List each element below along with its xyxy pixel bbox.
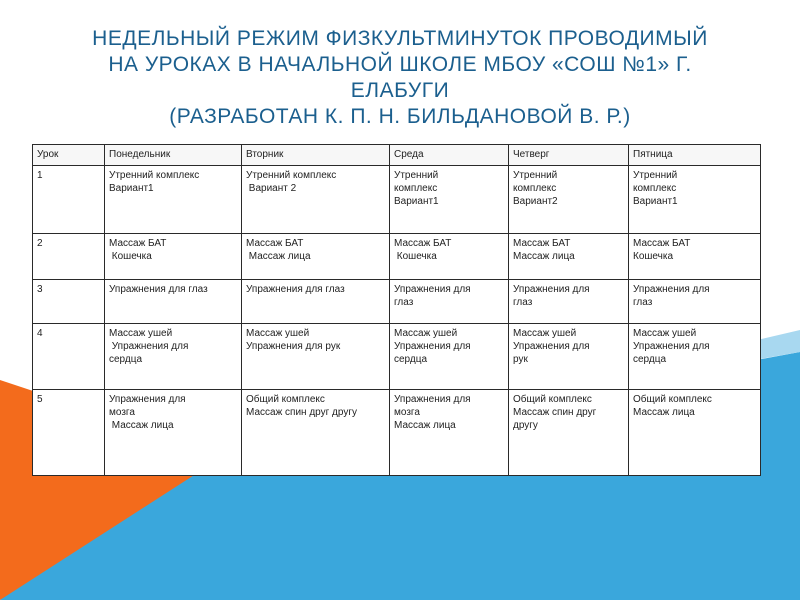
table-cell bbox=[509, 280, 629, 324]
cell-text: глаз bbox=[394, 297, 414, 308]
cell-text: сердца bbox=[633, 354, 667, 365]
table-cell bbox=[509, 166, 629, 234]
cell-text: Массаж спин друг bbox=[513, 407, 597, 418]
schedule-table bbox=[32, 144, 761, 476]
cell-text: Упражнения для bbox=[633, 341, 710, 352]
cell-text: Кошечка bbox=[633, 251, 674, 262]
table-cell bbox=[105, 234, 242, 280]
cell-text: Упражнения для bbox=[394, 284, 471, 295]
cell-text: Массаж лица bbox=[109, 420, 174, 431]
table-cell bbox=[105, 390, 242, 476]
cell-text: рук bbox=[513, 354, 528, 365]
cell-text: Массаж ушей bbox=[513, 328, 577, 339]
cell-text: 4 bbox=[37, 328, 43, 339]
cell-text: Вариант1 bbox=[109, 183, 154, 194]
cell-text: мозга bbox=[109, 407, 135, 418]
column-header: Вторник bbox=[242, 145, 390, 166]
cell-text: Вариант1 bbox=[633, 196, 678, 207]
table-cell bbox=[509, 324, 629, 390]
cell-text: Утренний bbox=[513, 170, 558, 181]
cell-text: 3 bbox=[37, 284, 43, 295]
table-row bbox=[33, 324, 761, 390]
table-row bbox=[33, 234, 761, 280]
title-line: НЕДЕЛЬНЫЙ РЕЖИМ ФИЗКУЛЬТМИНУТОК ПРОВОДИМЫЙ bbox=[92, 27, 708, 50]
cell-text: Утренний комплекс bbox=[246, 170, 337, 181]
cell-text: Кошечка bbox=[394, 251, 437, 262]
cell-text: Массаж лица bbox=[394, 420, 456, 431]
table-cell bbox=[242, 280, 390, 324]
cell-text: Массаж ушей bbox=[633, 328, 697, 339]
lesson-number-cell bbox=[33, 166, 105, 234]
cell-text: Упражнения для bbox=[513, 284, 590, 295]
lesson-number-cell bbox=[33, 324, 105, 390]
cell-text: Упражнения для глаз bbox=[109, 284, 208, 295]
cell-text: Общий комплекс bbox=[513, 394, 592, 405]
cell-text: Упражнения для глаз bbox=[246, 284, 345, 295]
cell-text: Массаж ушей bbox=[394, 328, 458, 339]
table-cell bbox=[390, 234, 509, 280]
cell-text: Массаж ушей bbox=[109, 328, 173, 339]
cell-text: Вариант2 bbox=[513, 196, 558, 207]
cell-text: другу bbox=[513, 420, 538, 431]
table-cell bbox=[105, 166, 242, 234]
table-cell bbox=[242, 324, 390, 390]
lesson-number-cell bbox=[33, 390, 105, 476]
table-cell bbox=[629, 234, 761, 280]
table-cell bbox=[242, 234, 390, 280]
table-row bbox=[33, 390, 761, 476]
table-cell bbox=[629, 166, 761, 234]
cell-text: Кошечка bbox=[109, 251, 152, 262]
title-line: НА УРОКАХ В НАЧАЛЬНОЙ ШКОЛЕ МБОУ «СОШ №1» Г. bbox=[108, 53, 692, 76]
table-row bbox=[33, 280, 761, 324]
cell-text: Упражнения для bbox=[513, 341, 590, 352]
cell-text: глаз bbox=[513, 297, 533, 308]
cell-text: Массаж БАТ bbox=[513, 238, 571, 249]
column-header: Четверг bbox=[509, 145, 629, 166]
table-header-row bbox=[33, 145, 761, 166]
cell-text: Утренний bbox=[633, 170, 678, 181]
cell-text: Массаж БАТ bbox=[246, 238, 304, 249]
slide-title bbox=[60, 26, 740, 130]
column-header: Пятница bbox=[629, 145, 761, 166]
cell-text: Массаж БАТ bbox=[109, 238, 167, 249]
cell-text: Массаж лица bbox=[513, 251, 575, 262]
cell-text: 5 bbox=[37, 394, 43, 405]
table-cell bbox=[629, 390, 761, 476]
cell-text: Упражнения для bbox=[394, 394, 471, 405]
cell-text: Вариант 2 bbox=[246, 183, 297, 194]
table-cell bbox=[390, 324, 509, 390]
cell-text: глаз bbox=[633, 297, 653, 308]
table-cell bbox=[629, 280, 761, 324]
column-header: Среда bbox=[390, 145, 509, 166]
title-line: (РАЗРАБОТАН К. П. Н. БИЛЬДАНОВОЙ В. Р.) bbox=[169, 105, 631, 128]
cell-text: Массаж лица bbox=[246, 251, 311, 262]
cell-text: Общий комплекс bbox=[246, 394, 325, 405]
table-cell bbox=[105, 280, 242, 324]
cell-text: Упражнения для bbox=[109, 341, 189, 352]
lesson-number-cell bbox=[33, 280, 105, 324]
cell-text: мозга bbox=[394, 407, 420, 418]
cell-text: Массаж БАТ bbox=[633, 238, 691, 249]
cell-text: Вариант1 bbox=[394, 196, 439, 207]
cell-text: Утренний комплекс bbox=[109, 170, 200, 181]
table-cell bbox=[509, 234, 629, 280]
table-cell bbox=[242, 390, 390, 476]
column-header: Понедельник bbox=[105, 145, 242, 166]
cell-text: комплекс bbox=[633, 183, 677, 194]
cell-text: комплекс bbox=[394, 183, 438, 194]
cell-text: Упражнения для bbox=[394, 341, 471, 352]
table-cell bbox=[390, 390, 509, 476]
table-cell bbox=[390, 166, 509, 234]
table-cell bbox=[629, 324, 761, 390]
cell-text: комплекс bbox=[513, 183, 557, 194]
cell-text: Массаж БАТ bbox=[394, 238, 452, 249]
cell-text: Упражнения для bbox=[109, 394, 186, 405]
cell-text: Массаж лица bbox=[633, 407, 695, 418]
cell-text: сердца bbox=[394, 354, 428, 365]
cell-text: 2 bbox=[37, 238, 43, 249]
table-cell bbox=[390, 280, 509, 324]
cell-text: Массаж ушей bbox=[246, 328, 310, 339]
cell-text: 1 bbox=[37, 170, 43, 181]
cell-text: сердца bbox=[109, 354, 143, 365]
lesson-number-cell bbox=[33, 234, 105, 280]
cell-text: Утренний bbox=[394, 170, 439, 181]
table-row bbox=[33, 166, 761, 234]
table-cell bbox=[242, 166, 390, 234]
cell-text: Общий комплекс bbox=[633, 394, 712, 405]
cell-text: Упражнения для рук bbox=[246, 341, 341, 352]
cell-text: Массаж спин друг другу bbox=[246, 407, 357, 418]
table-cell bbox=[509, 390, 629, 476]
column-header: Урок bbox=[33, 145, 105, 166]
cell-text: Упражнения для bbox=[633, 284, 710, 295]
table-cell bbox=[105, 324, 242, 390]
title-line: ЕЛАБУГИ bbox=[350, 79, 450, 102]
